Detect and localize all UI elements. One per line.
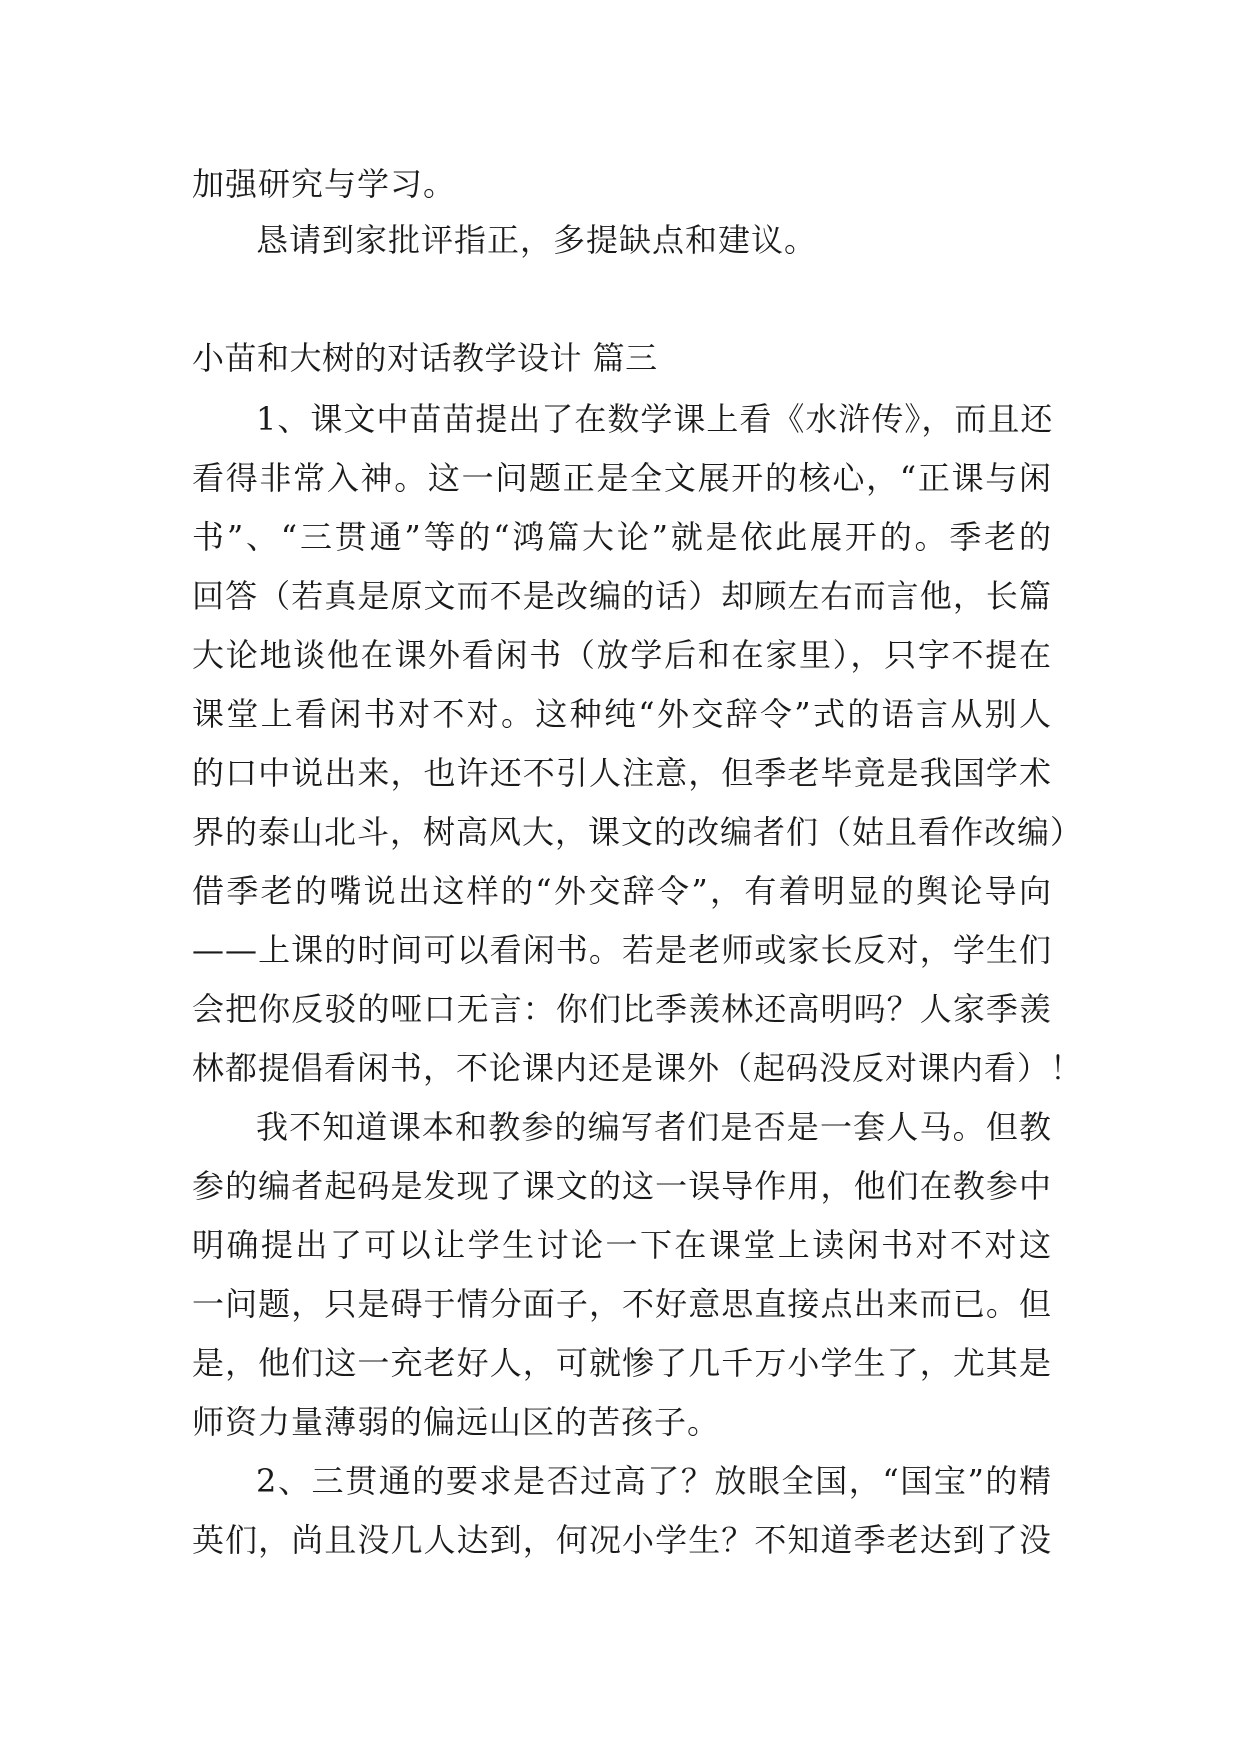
text-line: 会把你反驳的哑口无言：你们比季羡林还高明吗？人家季羡 (192, 990, 1052, 1028)
text-line: 课堂上看闲书对不对。这种纯“外交辞令”式的语言从别人 (192, 695, 1052, 733)
text-line: 界的泰山北斗，树高风大，课文的改编者们（姑且看作改编） (192, 813, 1084, 851)
text-line: 借季老的嘴说出这样的“外交辞令”，有着明显的舆论导向 (192, 872, 1052, 910)
text-line: 2、三贯通的要求是否过高了？放眼全国，“国宝”的精 (256, 1462, 1052, 1500)
text-line: 恳请到家批评指正，多提缺点和建议。 (256, 221, 818, 259)
text-line: 明确提出了可以让学生讨论一下在课堂上读闲书对不对这 (192, 1226, 1052, 1264)
text-line: 是，他们这一充老好人，可就惨了几千万小学生了，尤其是 (192, 1344, 1052, 1382)
text-line: 一问题，只是碍于情分面子，不好意思直接点出来而已。但 (192, 1285, 1052, 1323)
text-line: 师资力量薄弱的偏远山区的苦孩子。 (192, 1403, 721, 1441)
text-line: 1、课文中苗苗提出了在数学课上看《水浒传》，而且还 (256, 400, 1054, 438)
text-line: 大论地谈他在课外看闲书（放学后和在家里），只字不提在 (192, 636, 1052, 674)
text-line: 回答（若真是原文而不是改编的话）却顾左右而言他，长篇 (192, 577, 1052, 615)
text-line: ——上课的时间可以看闲书。若是老师或家长反对，学生们 (192, 931, 1052, 969)
text-line: 书”、“三贯通”等的“鸿篇大论”就是依此展开的。季老的 (192, 518, 1052, 556)
text-line: 参的编者起码是发现了课文的这一误导作用，他们在教参中 (192, 1167, 1052, 1205)
text-line: 加强研究与学习。 (192, 165, 457, 203)
section-heading: 小苗和大树的对话教学设计 篇三 (192, 339, 658, 377)
text-line: 英们，尚且没几人达到，何况小学生？不知道季老达到了没 (192, 1521, 1052, 1559)
text-line: 的口中说出来，也许还不引人注意，但季老毕竟是我国学术 (192, 754, 1052, 792)
text-line: 我不知道课本和教参的编写者们是否是一套人马。但教 (256, 1108, 1052, 1146)
text-line: 林都提倡看闲书，不论课内还是课外（起码没反对课内看）！ (192, 1049, 1084, 1087)
text-line: 看得非常入神。这一问题正是全文展开的核心，“正课与闲 (192, 459, 1052, 497)
